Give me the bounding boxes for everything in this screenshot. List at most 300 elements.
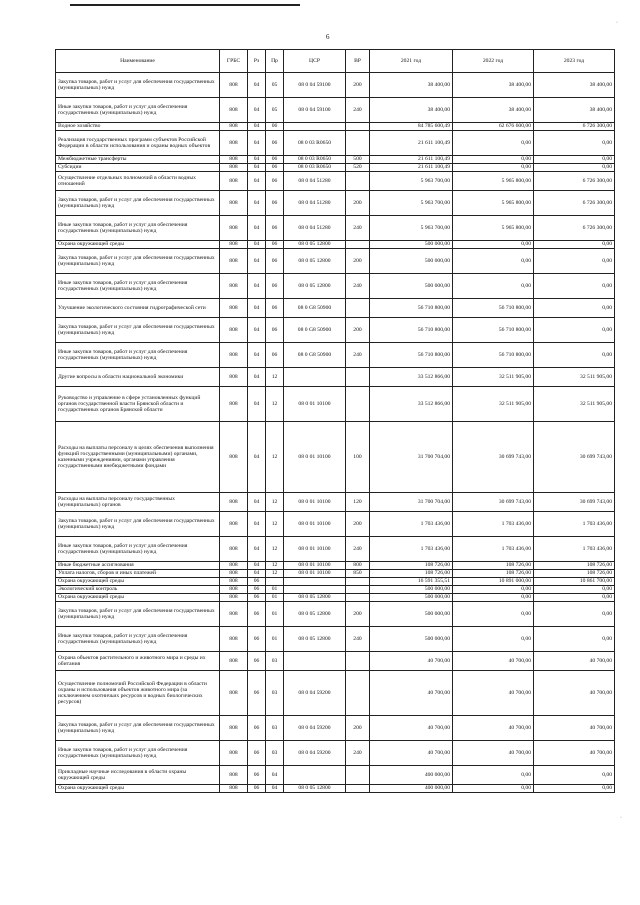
cell-2021: 500 000,00 — [370, 249, 453, 274]
cell-vr: 200 — [346, 318, 370, 343]
table-row — [56, 422, 615, 493]
cell-vr — [346, 172, 370, 191]
cell-grbs: 808 — [220, 512, 248, 537]
cell-2022: 0,00 — [453, 274, 534, 299]
cell-pr: 12 — [266, 570, 284, 578]
scan-speck: · — [620, 815, 622, 821]
cell-name: Иные бюджетные ассигнования — [56, 562, 220, 570]
cell-2023: 6 726 300,00 — [534, 191, 615, 216]
cell-2022: 56 710 800,00 — [453, 299, 534, 318]
cell-vr: 200 — [346, 191, 370, 216]
cell-grbs: 808 — [220, 387, 248, 422]
cell-pr: 01 — [266, 594, 284, 602]
cell-2022: 30 699 743,00 — [453, 493, 534, 512]
cell-rz: 04 — [248, 422, 266, 493]
cell-2023: 0,00 — [534, 249, 615, 274]
cell-pr: 12 — [266, 512, 284, 537]
cell-2021: 108 726,00 — [370, 562, 453, 570]
cell-2022: 38 400,00 — [453, 98, 534, 123]
cell-csr: 08 0 05 12800 — [284, 274, 346, 299]
cell-pr: 06 — [266, 164, 284, 172]
cell-csr: 08 0 04 51280 — [284, 172, 346, 191]
cell-2022: 0,00 — [453, 131, 534, 156]
cell-2021: 38 400,00 — [370, 98, 453, 123]
cell-csr: 08 0 01 10100 — [284, 387, 346, 422]
cell-grbs: 808 — [220, 785, 248, 793]
cell-grbs: 808 — [220, 299, 248, 318]
cell-grbs: 808 — [220, 172, 248, 191]
header-2022: 2022 год — [453, 50, 534, 73]
cell-pr: 06 — [266, 318, 284, 343]
cell-pr: 12 — [266, 422, 284, 493]
cell-csr: 08 0 04 59200 — [284, 716, 346, 741]
cell-name: Улучшение экологического состояния гидрографической сети — [56, 299, 220, 318]
cell-pr: 06 — [266, 343, 284, 368]
cell-csr: 08 0 01 10100 — [284, 570, 346, 578]
cell-csr: 08 0 04 59100 — [284, 98, 346, 123]
cell-vr: 120 — [346, 493, 370, 512]
cell-2021: 56 710 800,00 — [370, 318, 453, 343]
table-row — [56, 241, 615, 249]
cell-rz: 04 — [248, 216, 266, 241]
table-row — [56, 368, 615, 387]
cell-rz: 04 — [248, 318, 266, 343]
cell-csr: 08 0 01 10100 — [284, 537, 346, 562]
cell-rz: 04 — [248, 156, 266, 164]
cell-vr — [346, 241, 370, 249]
table-row — [56, 299, 615, 318]
cell-rz: 04 — [248, 368, 266, 387]
cell-pr: 06 — [266, 274, 284, 299]
cell-grbs: 808 — [220, 594, 248, 602]
cell-2023: 6 726 300,00 — [534, 216, 615, 241]
cell-2022: 40 700,00 — [453, 652, 534, 671]
cell-vr — [346, 586, 370, 594]
cell-grbs: 808 — [220, 274, 248, 299]
cell-name: Иные закупки товаров, работ и услуг для обеспечения государственных (муниципальных) нужд — [56, 343, 220, 368]
cell-grbs: 808 — [220, 627, 248, 652]
cell-vr — [346, 652, 370, 671]
cell-csr: 08 0 03 R0650 — [284, 131, 346, 156]
cell-2023: 0,00 — [534, 156, 615, 164]
cell-csr: 08 0 G8 50900 — [284, 299, 346, 318]
cell-vr: 200 — [346, 512, 370, 537]
cell-vr — [346, 368, 370, 387]
table-row — [56, 594, 615, 602]
cell-2022: 40 700,00 — [453, 716, 534, 741]
top-rule — [70, 4, 300, 6]
cell-name: Иные закупки товаров, работ и услуг для обеспечения государственных (муниципальных) нужд — [56, 741, 220, 766]
cell-2021: 31 700 704,00 — [370, 422, 453, 493]
cell-2023: 32 511 905,00 — [534, 368, 615, 387]
cell-2022: 10 891 000,00 — [453, 578, 534, 586]
header-row — [56, 50, 615, 73]
cell-name: Уплата налогов, сборов и иных платежей — [56, 570, 220, 578]
cell-2021: 500 000,00 — [370, 586, 453, 594]
cell-rz: 06 — [248, 671, 266, 716]
cell-name: Другие вопросы в области национальной экономики — [56, 368, 220, 387]
cell-name: Закупка товаров, работ и услуг для обеспечения государственных (муниципальных) нужд — [56, 602, 220, 627]
cell-vr — [346, 594, 370, 602]
cell-vr — [346, 766, 370, 785]
table-row — [56, 172, 615, 191]
cell-2022: 0,00 — [453, 164, 534, 172]
cell-2023: 0,00 — [534, 318, 615, 343]
cell-2021: 40 700,00 — [370, 671, 453, 716]
cell-2021: 84 785 600,49 — [370, 123, 453, 131]
cell-2023: 108 726,00 — [534, 570, 615, 578]
cell-2023: 32 511 905,00 — [534, 387, 615, 422]
cell-vr — [346, 131, 370, 156]
cell-2021: 16 591 355,51 — [370, 578, 453, 586]
cell-grbs: 808 — [220, 131, 248, 156]
cell-rz: 04 — [248, 164, 266, 172]
cell-vr — [346, 785, 370, 793]
cell-2021: 5 963 700,00 — [370, 216, 453, 241]
cell-rz: 04 — [248, 493, 266, 512]
cell-rz: 04 — [248, 131, 266, 156]
scan-speck: · — [616, 20, 618, 26]
cell-2023: 38 400,00 — [534, 98, 615, 123]
cell-2021: 500 000,00 — [370, 274, 453, 299]
cell-pr: 01 — [266, 602, 284, 627]
cell-2021: 33 512 866,00 — [370, 368, 453, 387]
cell-vr — [346, 123, 370, 131]
table-row — [56, 318, 615, 343]
cell-pr: 12 — [266, 537, 284, 562]
table-row — [56, 493, 615, 512]
table-row — [56, 671, 615, 716]
cell-2022: 0,00 — [453, 602, 534, 627]
cell-name: Межбюджетные трансферты — [56, 156, 220, 164]
budget-table — [55, 49, 615, 793]
cell-csr: 08 0 01 10100 — [284, 512, 346, 537]
cell-rz: 06 — [248, 627, 266, 652]
cell-vr: 100 — [346, 422, 370, 493]
cell-name: Закупка товаров, работ и услуг для обеспечения государственных (муниципальных) нужд — [56, 191, 220, 216]
cell-grbs: 808 — [220, 652, 248, 671]
cell-pr: 12 — [266, 368, 284, 387]
cell-pr: 04 — [266, 766, 284, 785]
table-row — [56, 586, 615, 594]
cell-csr: 08 0 05 12800 — [284, 249, 346, 274]
cell-2021: 21 611 100,49 — [370, 156, 453, 164]
cell-grbs: 808 — [220, 493, 248, 512]
cell-vr: 520 — [346, 164, 370, 172]
cell-csr — [284, 368, 346, 387]
cell-2023: 108 726,00 — [534, 562, 615, 570]
cell-2021: 500 000,00 — [370, 241, 453, 249]
cell-csr — [284, 652, 346, 671]
cell-csr: 08 0 04 51280 — [284, 216, 346, 241]
cell-vr: 240 — [346, 537, 370, 562]
cell-rz: 06 — [248, 586, 266, 594]
cell-2023: 0,00 — [534, 785, 615, 793]
cell-2022: 1 703 436,00 — [453, 512, 534, 537]
cell-csr: 08 0 G8 50900 — [284, 318, 346, 343]
cell-csr: 08 0 05 12800 — [284, 602, 346, 627]
cell-2023: 6 726 300,00 — [534, 172, 615, 191]
cell-2022: 0,00 — [453, 249, 534, 274]
cell-csr: 08 0 05 12800 — [284, 241, 346, 249]
cell-name: Иные закупки товаров, работ и услуг для обеспечения государственных (муниципальных) нужд — [56, 537, 220, 562]
cell-vr — [346, 671, 370, 716]
cell-2021: 1 703 436,00 — [370, 512, 453, 537]
cell-name: Иные закупки товаров, работ и услуг для обеспечения государственных (муниципальных) нужд — [56, 627, 220, 652]
table-body — [56, 73, 615, 793]
cell-grbs: 808 — [220, 216, 248, 241]
cell-2023: 0,00 — [534, 131, 615, 156]
cell-name: Охрана окружающей среды — [56, 578, 220, 586]
header-2021: 2021 год — [370, 50, 453, 73]
cell-2022: 0,00 — [453, 627, 534, 652]
cell-grbs: 808 — [220, 156, 248, 164]
table-row — [56, 627, 615, 652]
cell-csr: 08 0 03 R0650 — [284, 164, 346, 172]
cell-2023: 40 700,00 — [534, 741, 615, 766]
cell-2022: 5 965 800,00 — [453, 191, 534, 216]
cell-pr: 06 — [266, 156, 284, 164]
cell-grbs: 808 — [220, 578, 248, 586]
cell-name: Охрана объектов растительного и животного мира и среды их обитания — [56, 652, 220, 671]
cell-pr: 06 — [266, 172, 284, 191]
cell-vr: 240 — [346, 627, 370, 652]
cell-rz: 04 — [248, 562, 266, 570]
cell-pr: 03 — [266, 652, 284, 671]
cell-2023: 0,00 — [534, 241, 615, 249]
cell-grbs: 808 — [220, 562, 248, 570]
cell-name: Закупка товаров, работ и услуг для обеспечения государственных (муниципальных) нужд — [56, 73, 220, 98]
cell-grbs: 808 — [220, 164, 248, 172]
cell-2023: 0,00 — [534, 343, 615, 368]
cell-csr — [284, 766, 346, 785]
cell-2021: 21 611 100,49 — [370, 131, 453, 156]
cell-vr: 200 — [346, 73, 370, 98]
cell-2023: 0,00 — [534, 766, 615, 785]
cell-csr: 08 0 G8 50900 — [284, 343, 346, 368]
cell-2023: 30 699 743,00 — [534, 422, 615, 493]
cell-grbs: 808 — [220, 422, 248, 493]
header-rz: Рз — [248, 50, 266, 73]
cell-rz: 04 — [248, 249, 266, 274]
cell-csr: 08 0 04 51280 — [284, 191, 346, 216]
cell-pr: 05 — [266, 73, 284, 98]
cell-name: Экологический контроль — [56, 586, 220, 594]
cell-2021: 500 000,00 — [370, 594, 453, 602]
table-row — [56, 512, 615, 537]
cell-csr: 08 0 04 59200 — [284, 741, 346, 766]
cell-2023: 0,00 — [534, 274, 615, 299]
cell-pr: 06 — [266, 123, 284, 131]
cell-pr: 03 — [266, 716, 284, 741]
header-vr: ВР — [346, 50, 370, 73]
header-pr: Пр — [266, 50, 284, 73]
cell-2022: 38 400,00 — [453, 73, 534, 98]
table-row — [56, 274, 615, 299]
cell-2023: 0,00 — [534, 602, 615, 627]
cell-name: Осуществление полномочий Российской Федерации в области охраны и использования объектов животного мира (за исключением охотничьих ресурсов и водных биологических ресурсов) — [56, 671, 220, 716]
table-row — [56, 387, 615, 422]
cell-2023: 0,00 — [534, 164, 615, 172]
cell-pr: 01 — [266, 627, 284, 652]
cell-vr: 200 — [346, 602, 370, 627]
table-row — [56, 766, 615, 785]
cell-rz: 04 — [248, 537, 266, 562]
cell-vr — [346, 299, 370, 318]
cell-csr — [284, 123, 346, 131]
table-row — [56, 785, 615, 793]
cell-grbs: 808 — [220, 766, 248, 785]
cell-csr: 08 0 04 59200 — [284, 671, 346, 716]
cell-rz: 06 — [248, 652, 266, 671]
cell-pr: 01 — [266, 586, 284, 594]
cell-name: Охрана окружающей среды — [56, 241, 220, 249]
cell-2023: 38 400,00 — [534, 73, 615, 98]
cell-pr: 06 — [266, 299, 284, 318]
cell-2022: 0,00 — [453, 156, 534, 164]
cell-2023: 40 700,00 — [534, 652, 615, 671]
cell-rz: 06 — [248, 578, 266, 586]
cell-name: Субсидии — [56, 164, 220, 172]
cell-pr: 05 — [266, 98, 284, 123]
cell-2023: 30 699 743,00 — [534, 493, 615, 512]
cell-pr: 12 — [266, 493, 284, 512]
table-row — [56, 191, 615, 216]
cell-2021: 500 000,00 — [370, 602, 453, 627]
table-row — [56, 602, 615, 627]
cell-rz: 06 — [248, 594, 266, 602]
cell-pr: 06 — [266, 241, 284, 249]
header-csr: ЦСР — [284, 50, 346, 73]
cell-csr — [284, 578, 346, 586]
cell-2023: 0,00 — [534, 627, 615, 652]
cell-grbs: 808 — [220, 602, 248, 627]
cell-name: Реализация государственных программ субъектов Российской Федерации в области использования и охраны водных объектов — [56, 131, 220, 156]
cell-2021: 5 963 700,00 — [370, 172, 453, 191]
cell-csr: 08 0 01 10100 — [284, 422, 346, 493]
cell-2021: 500 000,00 — [370, 627, 453, 652]
table-row — [56, 570, 615, 578]
cell-pr: 06 — [266, 191, 284, 216]
cell-2023: 6 726 300,00 — [534, 123, 615, 131]
cell-2021: 38 400,00 — [370, 73, 453, 98]
table-row — [56, 343, 615, 368]
cell-name: Закупка товаров, работ и услуг для обеспечения государственных (муниципальных) нужд — [56, 716, 220, 741]
cell-grbs: 808 — [220, 318, 248, 343]
cell-rz: 04 — [248, 123, 266, 131]
cell-2023: 0,00 — [534, 299, 615, 318]
cell-csr: 08 0 05 12800 — [284, 627, 346, 652]
cell-2022: 0,00 — [453, 594, 534, 602]
cell-2022: 56 710 800,00 — [453, 343, 534, 368]
cell-rz: 06 — [248, 602, 266, 627]
cell-pr: 04 — [266, 785, 284, 793]
cell-2022: 0,00 — [453, 241, 534, 249]
cell-2022: 32 511 905,00 — [453, 368, 534, 387]
cell-rz: 06 — [248, 741, 266, 766]
table-row — [56, 249, 615, 274]
header-2023: 2023 год — [534, 50, 615, 73]
cell-grbs: 808 — [220, 570, 248, 578]
cell-rz: 04 — [248, 343, 266, 368]
cell-vr: 240 — [346, 274, 370, 299]
cell-csr — [284, 586, 346, 594]
cell-name: Закупка товаров, работ и услуг для обеспечения государственных (муниципальных) нужд — [56, 249, 220, 274]
cell-2021: 5 963 700,00 — [370, 191, 453, 216]
cell-vr: 240 — [346, 343, 370, 368]
cell-rz: 04 — [248, 274, 266, 299]
cell-pr — [266, 578, 284, 586]
cell-name: Охрана окружающей среды — [56, 785, 220, 793]
cell-2021: 108 726,00 — [370, 570, 453, 578]
cell-2021: 400 000,00 — [370, 785, 453, 793]
table-row — [56, 131, 615, 156]
cell-rz: 04 — [248, 387, 266, 422]
cell-2023: 1 703 436,00 — [534, 512, 615, 537]
cell-2021: 31 700 704,00 — [370, 493, 453, 512]
cell-csr: 08 0 01 10100 — [284, 493, 346, 512]
cell-name: Водное хозяйство — [56, 123, 220, 131]
cell-pr: 06 — [266, 131, 284, 156]
cell-grbs: 808 — [220, 241, 248, 249]
table-row — [56, 716, 615, 741]
cell-grbs: 808 — [220, 343, 248, 368]
table-row — [56, 652, 615, 671]
table-row — [56, 537, 615, 562]
cell-grbs: 808 — [220, 537, 248, 562]
cell-rz: 04 — [248, 172, 266, 191]
cell-rz: 06 — [248, 766, 266, 785]
cell-2022: 32 511 905,00 — [453, 387, 534, 422]
cell-grbs: 808 — [220, 73, 248, 98]
cell-csr: 08 0 05 12800 — [284, 785, 346, 793]
cell-2022: 30 699 743,00 — [453, 422, 534, 493]
cell-2021: 40 700,00 — [370, 741, 453, 766]
cell-2021: 40 700,00 — [370, 716, 453, 741]
cell-2022: 5 965 800,00 — [453, 216, 534, 241]
cell-2021: 400 000,00 — [370, 766, 453, 785]
cell-grbs: 808 — [220, 191, 248, 216]
cell-pr: 12 — [266, 387, 284, 422]
table-row — [56, 98, 615, 123]
cell-2022: 108 726,00 — [453, 562, 534, 570]
cell-vr: 200 — [346, 716, 370, 741]
cell-name: Расходы на выплаты персоналу государственных (муниципальных) органов — [56, 493, 220, 512]
cell-2023: 1 703 436,00 — [534, 537, 615, 562]
cell-vr: 240 — [346, 741, 370, 766]
cell-grbs: 808 — [220, 716, 248, 741]
cell-name: Расходы на выплаты персоналу в целях обеспечения выполнения функций государственными (муниципальными) органами, казенными учреждениями, органами управления государственными внебюджетными фондами — [56, 422, 220, 493]
cell-2023: 10 861 700,00 — [534, 578, 615, 586]
cell-2023: 40 700,00 — [534, 716, 615, 741]
cell-2021: 1 703 436,00 — [370, 537, 453, 562]
cell-name: Иные закупки товаров, работ и услуг для обеспечения государственных (муниципальных) нужд — [56, 216, 220, 241]
cell-name: Руководство и управление в сфере установленных функций органов государственной власти Брянской области и государственных органов Брянской области — [56, 387, 220, 422]
cell-grbs: 808 — [220, 671, 248, 716]
cell-vr: 240 — [346, 216, 370, 241]
cell-pr: 03 — [266, 671, 284, 716]
cell-name: Иные закупки товаров, работ и услуг для обеспечения государственных (муниципальных) нужд — [56, 274, 220, 299]
cell-grbs: 808 — [220, 123, 248, 131]
cell-name: Закупка товаров, работ и услуг для обеспечения государственных (муниципальных) нужд — [56, 318, 220, 343]
cell-vr: 240 — [346, 98, 370, 123]
cell-grbs: 808 — [220, 98, 248, 123]
cell-csr: 08 0 04 59100 — [284, 73, 346, 98]
cell-2021: 21 611 100,49 — [370, 164, 453, 172]
cell-name: Осуществление отдельных полномочий в области водных отношений — [56, 172, 220, 191]
cell-pr: 12 — [266, 562, 284, 570]
table-row — [56, 578, 615, 586]
